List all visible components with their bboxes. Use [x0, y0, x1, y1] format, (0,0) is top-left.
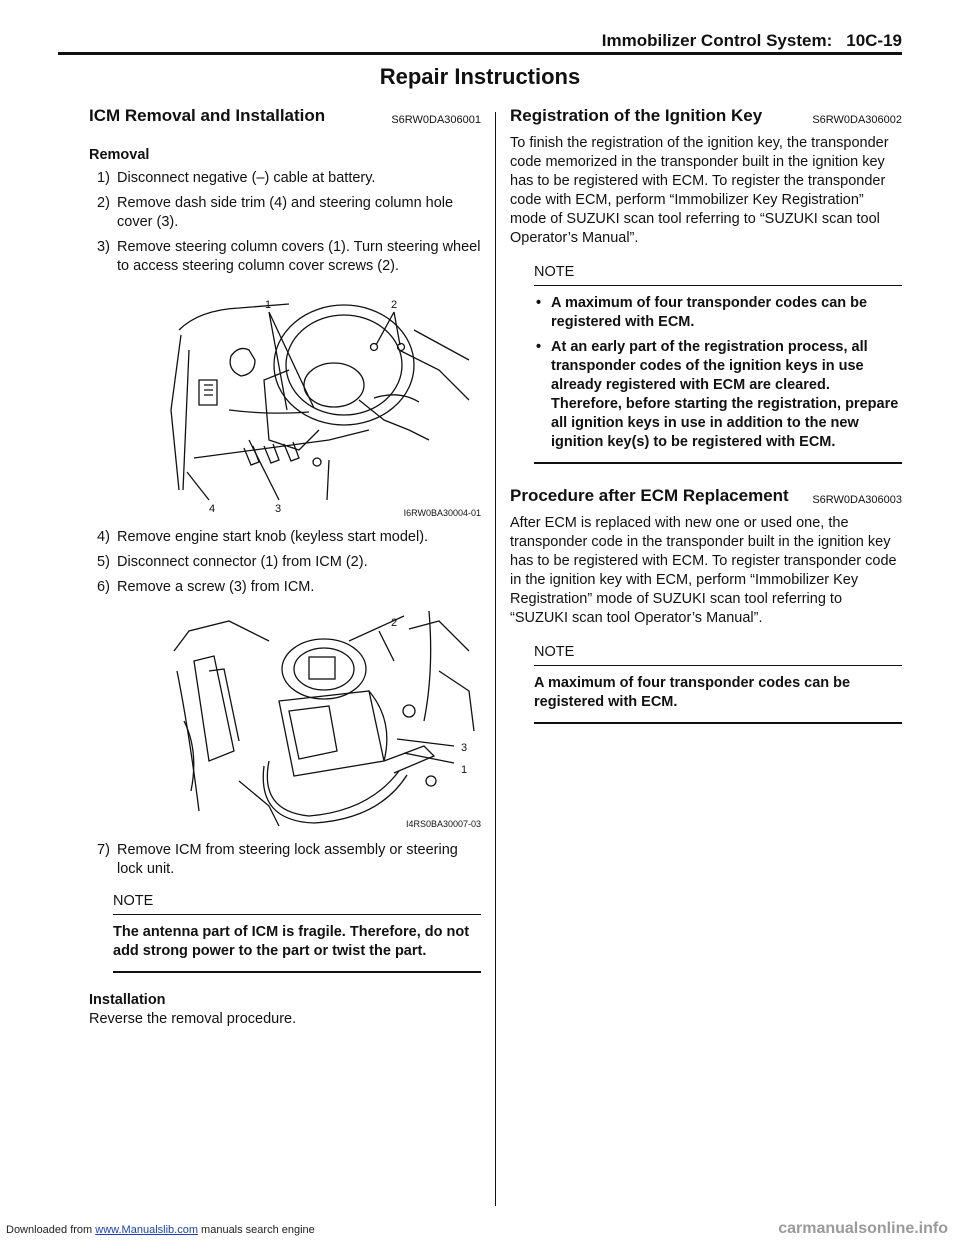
section-heading-icm: [89, 104, 481, 128]
bullet-dot: •: [536, 339, 542, 355]
running-header: [602, 31, 902, 51]
step-number: 6): [97, 579, 110, 595]
note-box: [113, 893, 481, 973]
step-number: 4): [97, 529, 110, 545]
section-heading-ecm-replacement: [510, 484, 902, 508]
section-heading-text: ICM Removal and Installation: [89, 106, 326, 125]
figure-code: I6RW0BA30004-01: [403, 508, 481, 518]
installation-label: Installation: [89, 992, 166, 1008]
download-footer: [6, 1224, 315, 1236]
section-heading-registration: [510, 104, 902, 128]
step-text: Remove engine start knob (keyless start model).: [117, 529, 429, 545]
callout-label: 2: [391, 299, 398, 311]
footer-prefix: Downloaded from: [6, 1224, 93, 1236]
left-column: [89, 104, 481, 1029]
figure-steering-column: [169, 290, 481, 520]
figure-icm-module: [169, 611, 481, 831]
step-text: Remove a screw (3) from ICM.: [117, 579, 315, 595]
note-label: NOTE: [534, 264, 902, 286]
watermark: carmanualsonline.info: [778, 1220, 948, 1237]
note-bullets: [534, 286, 902, 464]
note-text: A maximum of four transponder codes can be registered with ECM.: [534, 666, 902, 724]
step-text: Remove ICM from steering lock assembly or steering lock unit.: [117, 842, 458, 877]
note-bullet: [534, 338, 902, 452]
header-page-number: 10C-19: [846, 31, 902, 50]
header-section: Immobilizer Control System:: [601, 31, 833, 50]
steering-column-illustration: [169, 290, 481, 520]
note-label: NOTE: [534, 644, 902, 666]
section-code: S6RW0DA306002: [812, 114, 902, 126]
step-item: [89, 169, 481, 188]
ecm-replacement-paragraph: After ECM is replaced with new one or used one, the transponder code in the transponder built in the ignition key has to be registered with ECM. To register transponder code in the ignition key with ECM, perform “Immobilizer Key Registration” mode of SUZUKI scan tool referring to “SUZUKI scan tool Operator’s Manual”.: [510, 515, 897, 626]
note-label: NOTE: [113, 893, 481, 915]
manualslib-link[interactable]: www.Manualslib.com: [95, 1224, 198, 1236]
step-number: 1): [97, 170, 110, 186]
step-item: [89, 841, 481, 879]
removal-label: Removal: [89, 147, 150, 163]
step-text: Remove dash side trim (4) and steering column hole cover (3).: [117, 195, 454, 230]
step-number: 5): [97, 554, 110, 570]
step-number: 2): [97, 195, 110, 211]
note-bullet: [534, 294, 902, 332]
registration-paragraph: To finish the registration of the ignition key, the transponder code memorized in the transponder built in the ignition key has to be registered with ECM. To register the transponder code with ECM, perform “Immobilizer Key Registration” mode of SUZUKI scan tool referring to “SUZUKI scan tool Operator’s Manual”.: [510, 135, 889, 246]
footer-suffix: manuals search engine: [201, 1224, 315, 1236]
step-text: Remove steering column covers (1). Turn steering wheel to access steering column cover screws (2).: [117, 239, 481, 274]
section-code: S6RW0DA306001: [391, 114, 481, 126]
section-code: S6RW0DA306003: [812, 494, 902, 506]
callout-label: 3: [461, 742, 468, 754]
right-column: [510, 104, 902, 724]
callout-label: 1: [461, 764, 468, 776]
bullet-text: At an early part of the registration process, all transponder codes of the ignition keys in use already registered with ECM are cleared. Therefore, before starting the registration, prepare all ignition keys in use in addition to the new ignition key(s) to be registered with ECM.: [551, 339, 899, 450]
callout-label: 3: [275, 503, 282, 515]
page-title: Repair Instructions: [379, 64, 581, 89]
section-heading-text: Procedure after ECM Replacement: [510, 486, 789, 505]
callout-label: 1: [265, 299, 272, 311]
bullet-dot: •: [536, 295, 542, 311]
step-text: Disconnect negative (–) cable at battery.: [117, 170, 376, 186]
header-rule: [58, 52, 902, 55]
installation-text: Reverse the removal procedure.: [89, 1011, 297, 1027]
figure-code: I4RS0BA30007-03: [405, 819, 481, 829]
section-heading-text: Registration of the Ignition Key: [510, 106, 763, 125]
step-item: [89, 553, 481, 572]
note-text: The antenna part of ICM is fragile. Therefore, do not add strong power to the part or twist the part.: [113, 915, 481, 973]
icm-module-illustration: [169, 611, 481, 831]
note-box: [534, 644, 902, 724]
bullet-text: A maximum of four transponder codes can be registered with ECM.: [551, 295, 868, 330]
step-item: [89, 238, 481, 276]
step-item: [89, 194, 481, 232]
step-number: 7): [97, 842, 110, 858]
step-item: [89, 528, 481, 547]
callout-label: 2: [391, 617, 398, 629]
step-item: [89, 578, 481, 597]
step-number: 3): [97, 239, 110, 255]
step-text: Disconnect connector (1) from ICM (2).: [117, 554, 368, 570]
note-box: [534, 264, 902, 464]
column-divider: [495, 112, 496, 1206]
callout-label: 4: [209, 503, 216, 515]
